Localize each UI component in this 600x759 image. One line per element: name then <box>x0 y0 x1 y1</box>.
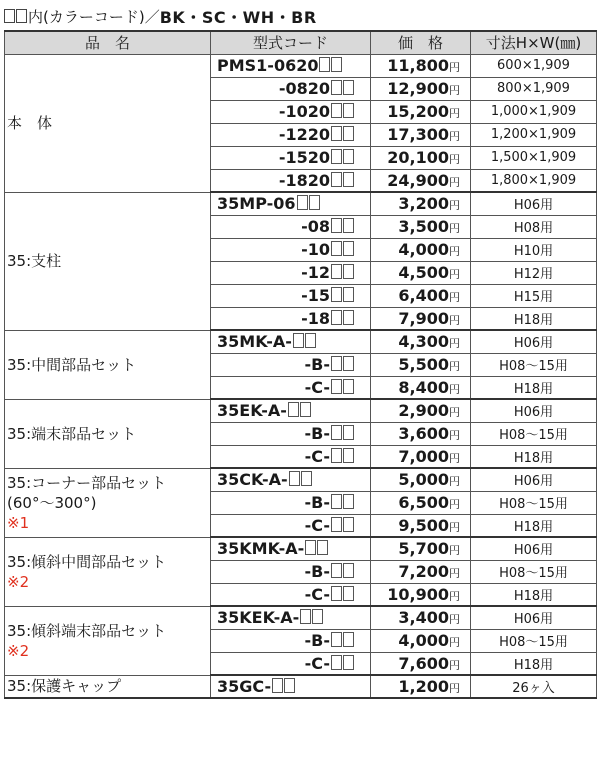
color-code-box-icon <box>4 9 15 23</box>
color-code-box-icon <box>289 471 300 486</box>
model-code: -1020 <box>278 102 330 121</box>
product-name-cell <box>5 54 211 192</box>
size-cell: H06用 <box>471 192 597 215</box>
size-cell: H18用 <box>471 514 597 537</box>
footnote-mark: ※2 <box>7 641 30 660</box>
product-name-line: (60°～300°) <box>7 493 97 512</box>
model-code: 35EK-A- <box>217 401 287 421</box>
product-name-cell <box>5 606 211 675</box>
product-name-line: 35:傾斜中間部品セット <box>7 552 167 571</box>
color-code-box-icon <box>331 310 342 325</box>
yen-unit: 円 <box>449 567 460 580</box>
price-cell <box>371 330 471 353</box>
price-cell <box>371 468 471 491</box>
yen-unit: 円 <box>449 199 460 213</box>
price-cell <box>371 583 471 606</box>
table-row <box>5 54 597 77</box>
model-code-cell <box>211 307 371 330</box>
size-cell: H08～15用 <box>471 491 597 514</box>
price-cell <box>371 491 471 514</box>
model-code: -1820 <box>278 170 330 190</box>
size-cell: H08用 <box>471 215 597 238</box>
header-name: 品 名 <box>5 31 211 54</box>
size-cell: H08～15用 <box>471 353 597 376</box>
model-code: -1220 <box>278 125 330 144</box>
color-code-box-icon <box>288 402 299 417</box>
table-row <box>5 399 597 422</box>
yen-unit: 円 <box>449 682 460 695</box>
price-value: 4,500 <box>398 263 449 282</box>
price-cell <box>371 238 471 261</box>
color-code-box-icon <box>305 540 316 555</box>
color-code-box-icon <box>331 425 342 440</box>
color-code-box-icon <box>331 356 342 371</box>
model-code: -C- <box>304 653 330 673</box>
color-code-box-icon <box>301 471 312 486</box>
size-cell: H06用 <box>471 468 597 491</box>
size-cell: H12用 <box>471 261 597 284</box>
model-code: -C- <box>304 446 330 466</box>
model-code: -0820 <box>278 79 330 98</box>
color-code-box-icon <box>331 494 342 509</box>
model-code-cell <box>211 146 371 169</box>
price-cell <box>371 100 471 123</box>
color-code-box-icon <box>319 57 330 72</box>
price-cell <box>371 77 471 100</box>
price-value: 3,400 <box>398 608 449 628</box>
product-name-cell <box>5 675 211 698</box>
price-value: 8,400 <box>398 377 449 397</box>
color-code-box-icon <box>343 655 354 670</box>
table-body <box>5 54 597 698</box>
yen-unit: 円 <box>449 475 460 489</box>
model-code: 35GC- <box>217 677 272 696</box>
size-cell: H10用 <box>471 238 597 261</box>
price-cell <box>371 560 471 583</box>
price-value: 3,500 <box>398 217 449 236</box>
model-code: 35KEK-A- <box>217 608 300 628</box>
yen-unit: 円 <box>449 360 460 373</box>
price-cell <box>371 675 471 698</box>
model-code-cell <box>211 169 371 192</box>
yen-unit: 円 <box>449 268 460 281</box>
price-value: 2,900 <box>398 401 449 421</box>
model-code-cell <box>211 606 371 629</box>
yen-unit: 円 <box>449 658 460 672</box>
color-code-box-icon <box>343 149 354 164</box>
color-code-box-icon <box>343 517 354 532</box>
model-code-cell <box>211 192 371 215</box>
model-code-cell <box>211 629 371 652</box>
color-code-box-icon <box>331 241 342 256</box>
size-cell: H18用 <box>471 583 597 606</box>
yen-unit: 円 <box>449 406 460 420</box>
product-name-cell <box>5 399 211 468</box>
color-code-box-icon <box>331 379 342 394</box>
color-code-box-icon <box>300 402 311 417</box>
price-cell <box>371 422 471 445</box>
color-code-box-icon <box>284 678 295 693</box>
product-name-line: 35:中間部品セット <box>7 355 137 374</box>
size-cell: H08～15用 <box>471 629 597 652</box>
model-code: PMS1-0620 <box>217 56 319 75</box>
yen-unit: 円 <box>449 61 460 74</box>
size-cell: H18用 <box>471 307 597 330</box>
yen-unit: 円 <box>449 153 460 166</box>
price-value: 15,200 <box>387 102 449 121</box>
yen-unit: 円 <box>449 337 460 351</box>
size-cell: 26ヶ入 <box>471 675 597 698</box>
model-code: -C- <box>304 584 330 604</box>
yen-unit: 円 <box>449 382 460 396</box>
yen-unit: 円 <box>449 544 460 558</box>
model-code: 35CK-A- <box>217 470 288 490</box>
color-code-box-icon <box>343 264 354 279</box>
color-code-box-icon <box>272 678 283 693</box>
price-cell <box>371 54 471 77</box>
model-code-cell <box>211 652 371 675</box>
size-cell: 1,200×1,909 <box>471 123 597 146</box>
model-code: 35MK-A- <box>217 332 292 352</box>
yen-unit: 円 <box>449 313 460 327</box>
model-code-cell <box>211 330 371 353</box>
price-value: 4,300 <box>398 332 449 352</box>
table-row <box>5 330 597 353</box>
color-code-box-icon <box>317 540 328 555</box>
price-value: 4,000 <box>398 240 449 259</box>
size-cell: H06用 <box>471 330 597 353</box>
model-code-cell <box>211 123 371 146</box>
price-value: 1,200 <box>398 677 449 696</box>
model-code: -10 <box>301 240 330 259</box>
color-code-box-icon <box>343 103 354 118</box>
color-code-list: BK・SC・WH・BR <box>159 7 317 27</box>
header-model: 型式コード <box>211 31 371 54</box>
size-cell: H06用 <box>471 537 597 560</box>
price-value: 17,300 <box>387 125 449 144</box>
product-name-cell <box>5 330 211 399</box>
size-cell: 600×1,909 <box>471 54 597 77</box>
yen-unit: 円 <box>449 291 460 304</box>
model-code: -B- <box>304 562 330 581</box>
price-value: 6,400 <box>398 286 449 305</box>
price-value: 24,900 <box>387 170 449 190</box>
model-code: -B- <box>304 424 330 443</box>
color-code-box-icon <box>331 517 342 532</box>
price-cell <box>371 376 471 399</box>
color-code-box-icon <box>343 494 354 509</box>
color-code-note <box>4 4 317 28</box>
yen-unit: 円 <box>449 613 460 627</box>
model-code-cell <box>211 54 371 77</box>
color-code-box-icon <box>343 586 354 601</box>
yen-unit: 円 <box>449 589 460 603</box>
color-code-box-icon <box>343 218 354 233</box>
model-code-cell <box>211 261 371 284</box>
color-code-box-icon <box>300 609 311 624</box>
table-row <box>5 468 597 491</box>
price-cell <box>371 652 471 675</box>
header-size: 寸法H×W(㎜) <box>471 31 597 54</box>
yen-unit: 円 <box>449 636 460 649</box>
model-code-cell <box>211 445 371 468</box>
model-code-cell <box>211 77 371 100</box>
price-table <box>4 30 597 699</box>
yen-unit: 円 <box>449 84 460 97</box>
price-value: 9,500 <box>398 515 449 535</box>
color-code-box-icon <box>331 218 342 233</box>
table-header-row <box>5 31 597 54</box>
price-value: 7,200 <box>398 562 449 581</box>
color-code-box-icon <box>343 356 354 371</box>
price-value: 5,700 <box>398 539 449 559</box>
model-code-cell <box>211 284 371 307</box>
model-code-cell <box>211 238 371 261</box>
price-value: 11,800 <box>387 56 449 75</box>
color-code-box-icon <box>331 655 342 670</box>
color-code-box-icon <box>331 57 342 72</box>
yen-unit: 円 <box>449 175 460 189</box>
size-cell: H06用 <box>471 399 597 422</box>
size-cell: H08～15用 <box>471 422 597 445</box>
price-value: 4,000 <box>398 631 449 650</box>
yen-unit: 円 <box>449 222 460 235</box>
product-name-line: 35:コーナー部品セット <box>7 473 167 492</box>
price-cell <box>371 169 471 192</box>
yen-unit: 円 <box>449 451 460 465</box>
product-name-line: 本 体 <box>7 114 53 132</box>
color-code-box-icon <box>293 333 304 348</box>
model-code-cell <box>211 399 371 422</box>
model-code-cell <box>211 537 371 560</box>
yen-unit: 円 <box>449 498 460 511</box>
color-code-box-icon <box>297 195 308 210</box>
size-cell: H06用 <box>471 606 597 629</box>
size-cell: H15用 <box>471 284 597 307</box>
price-cell <box>371 261 471 284</box>
price-value: 12,900 <box>387 79 449 98</box>
size-cell: H08～15用 <box>471 560 597 583</box>
model-code: 35KMK-A- <box>217 539 305 559</box>
model-code-cell <box>211 468 371 491</box>
price-cell <box>371 606 471 629</box>
size-cell: 1,500×1,909 <box>471 146 597 169</box>
color-code-note-prefix: 内(カラーコード)／ <box>28 7 160 26</box>
color-code-box-icon <box>331 103 342 118</box>
model-code: -B- <box>304 355 330 374</box>
price-cell <box>371 146 471 169</box>
color-code-box-icon <box>305 333 316 348</box>
color-code-box-icon <box>331 80 342 95</box>
price-value: 7,600 <box>398 653 449 673</box>
product-name-cell <box>5 537 211 606</box>
price-value: 10,900 <box>387 584 449 604</box>
yen-unit: 円 <box>449 130 460 143</box>
price-cell <box>371 192 471 215</box>
price-cell <box>371 215 471 238</box>
model-code: -C- <box>304 377 330 397</box>
table-row <box>5 192 597 215</box>
color-code-box-icon <box>331 632 342 647</box>
model-code-cell <box>211 583 371 606</box>
color-code-box-icon <box>331 287 342 302</box>
color-code-box-icon <box>331 563 342 578</box>
table-row <box>5 606 597 629</box>
color-code-box-icon <box>343 310 354 325</box>
yen-unit: 円 <box>449 245 460 258</box>
color-code-box-icon <box>331 126 342 141</box>
price-value: 3,200 <box>398 194 449 214</box>
size-cell: H18用 <box>471 652 597 675</box>
color-code-box-icon <box>343 563 354 578</box>
yen-unit: 円 <box>449 429 460 442</box>
model-code: -B- <box>304 631 330 650</box>
price-value: 3,600 <box>398 424 449 443</box>
price-value: 5,500 <box>398 355 449 374</box>
color-code-box-icon <box>331 264 342 279</box>
color-code-box-icon <box>343 126 354 141</box>
model-code-cell <box>211 422 371 445</box>
product-name-cell <box>5 192 211 330</box>
color-code-box-icon <box>312 609 323 624</box>
size-cell: 1,800×1,909 <box>471 169 597 192</box>
color-code-box-icon <box>331 586 342 601</box>
color-code-box-icon <box>343 448 354 463</box>
price-value: 7,000 <box>398 446 449 466</box>
price-cell <box>371 537 471 560</box>
price-cell <box>371 445 471 468</box>
price-cell <box>371 353 471 376</box>
color-code-box-icon <box>343 379 354 394</box>
size-cell: 800×1,909 <box>471 77 597 100</box>
color-code-box-icon <box>16 9 27 23</box>
price-value: 7,900 <box>398 308 449 328</box>
price-cell <box>371 629 471 652</box>
color-code-box-icon <box>343 425 354 440</box>
size-cell: 1,000×1,909 <box>471 100 597 123</box>
yen-unit: 円 <box>449 520 460 534</box>
product-name-line: 35:端末部品セット <box>7 424 137 443</box>
color-code-box-icon <box>343 80 354 95</box>
model-code-cell <box>211 514 371 537</box>
product-name-cell <box>5 468 211 537</box>
product-name-line: 35:傾斜端末部品セット <box>7 621 167 640</box>
color-code-box-icon <box>343 172 354 187</box>
price-cell <box>371 284 471 307</box>
product-name-line: 35:支柱 <box>7 252 62 270</box>
color-code-box-icon <box>309 195 320 210</box>
model-code: -1520 <box>278 148 330 167</box>
model-code: -18 <box>301 308 330 328</box>
footnote-mark: ※1 <box>7 513 30 532</box>
color-code-box-icon <box>331 448 342 463</box>
model-code-cell <box>211 491 371 514</box>
model-code-cell <box>211 100 371 123</box>
color-code-box-icon <box>343 632 354 647</box>
size-cell: H18用 <box>471 445 597 468</box>
footnote-mark: ※2 <box>7 572 30 591</box>
product-name-line: 35:保護キャップ <box>7 677 122 696</box>
price-cell <box>371 307 471 330</box>
model-code: -12 <box>301 263 330 282</box>
model-code-cell <box>211 675 371 698</box>
color-code-box-icon <box>331 172 342 187</box>
model-code: -B- <box>304 493 330 512</box>
model-code: -15 <box>301 286 330 305</box>
price-value: 6,500 <box>398 493 449 512</box>
price-value: 20,100 <box>387 148 449 167</box>
model-code-cell <box>211 353 371 376</box>
model-code-cell <box>211 560 371 583</box>
color-code-box-icon <box>343 241 354 256</box>
yen-unit: 円 <box>449 107 460 120</box>
price-value: 5,000 <box>398 470 449 490</box>
model-code-cell <box>211 376 371 399</box>
model-code: 35MP-06 <box>217 194 296 214</box>
price-cell <box>371 399 471 422</box>
model-code-cell <box>211 215 371 238</box>
model-code: -08 <box>301 217 330 236</box>
price-cell <box>371 123 471 146</box>
header-price: 価 格 <box>371 31 471 54</box>
color-code-box-icon <box>343 287 354 302</box>
table-row <box>5 537 597 560</box>
size-cell: H18用 <box>471 376 597 399</box>
model-code: -C- <box>304 515 330 535</box>
table-row <box>5 675 597 698</box>
price-cell <box>371 514 471 537</box>
color-code-box-icon <box>331 149 342 164</box>
